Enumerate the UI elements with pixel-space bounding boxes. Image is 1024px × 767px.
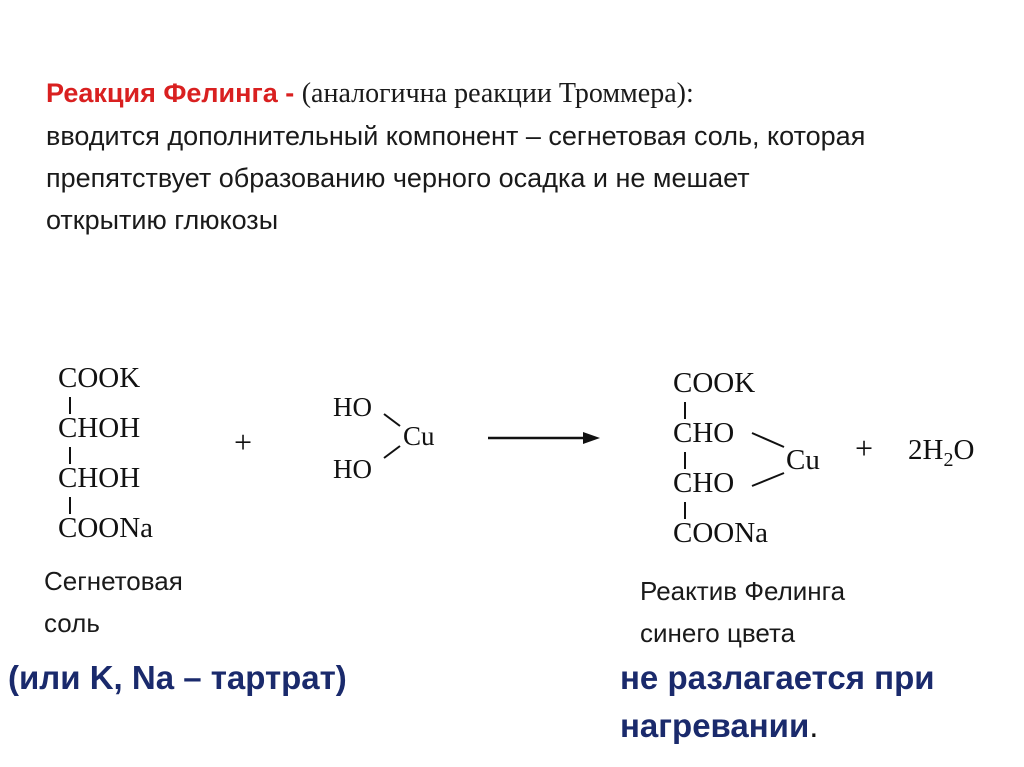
title-line-2: вводится дополнительный компонент – сегнетовая соль, которая xyxy=(46,121,866,151)
water-o: O xyxy=(953,434,975,466)
left-group-4: COONa xyxy=(58,512,154,544)
title-line-3: препятствует образованию черного осадка и не мешает xyxy=(46,163,750,193)
water-formula xyxy=(908,434,974,472)
note-right-line-1: не разлагается при xyxy=(620,659,935,696)
water-coef: 2H xyxy=(908,434,944,466)
product-group-3: CHO xyxy=(673,467,735,499)
bond-o-cu-top xyxy=(752,433,784,447)
copper-ho-top: HO xyxy=(333,392,372,422)
water-sub: 2 xyxy=(943,448,954,471)
bond-ho-cu-top xyxy=(384,414,400,426)
copper-ho-bottom: HO xyxy=(333,454,372,484)
title-line-4: открытию глюкозы xyxy=(46,205,279,235)
note-left: (или K, Na – тартрат) xyxy=(8,659,347,696)
left-caption-line-2: соль xyxy=(44,608,100,638)
note-right-dot: . xyxy=(809,707,819,744)
reaction-title: Реакция Фелинга xyxy=(46,78,278,108)
left-caption-line-1: Сегнетовая xyxy=(44,566,183,596)
left-group-1: COOK xyxy=(58,362,141,394)
left-group-2: CHOH xyxy=(58,412,141,444)
title-dash: - xyxy=(277,78,302,108)
note-right-line-2-wrap xyxy=(620,702,935,750)
product-group-2: CHO xyxy=(673,417,735,449)
note-right xyxy=(620,654,935,750)
product-cu: Cu xyxy=(786,444,820,476)
left-caption xyxy=(44,560,183,644)
bond-ho-cu-bottom xyxy=(384,446,400,458)
product-group-1: COOK xyxy=(673,367,756,399)
left-group-3: CHOH xyxy=(58,462,141,494)
title-paren: (аналогична реакции Троммера): xyxy=(301,78,694,109)
plus-sign-1: + xyxy=(234,424,253,460)
product-caption-line-1: Реактив Фелинга xyxy=(640,576,846,606)
copper-cu: Cu xyxy=(403,421,435,451)
bond-o-cu-bottom xyxy=(752,473,784,486)
product-caption xyxy=(640,570,845,654)
note-right-line-2: нагревании xyxy=(620,707,810,744)
plus-sign-2: + xyxy=(855,430,874,466)
product-group-4: COONa xyxy=(673,517,769,549)
reaction-arrow-head xyxy=(583,432,600,444)
product-caption-line-2: синего цвета xyxy=(640,618,796,648)
